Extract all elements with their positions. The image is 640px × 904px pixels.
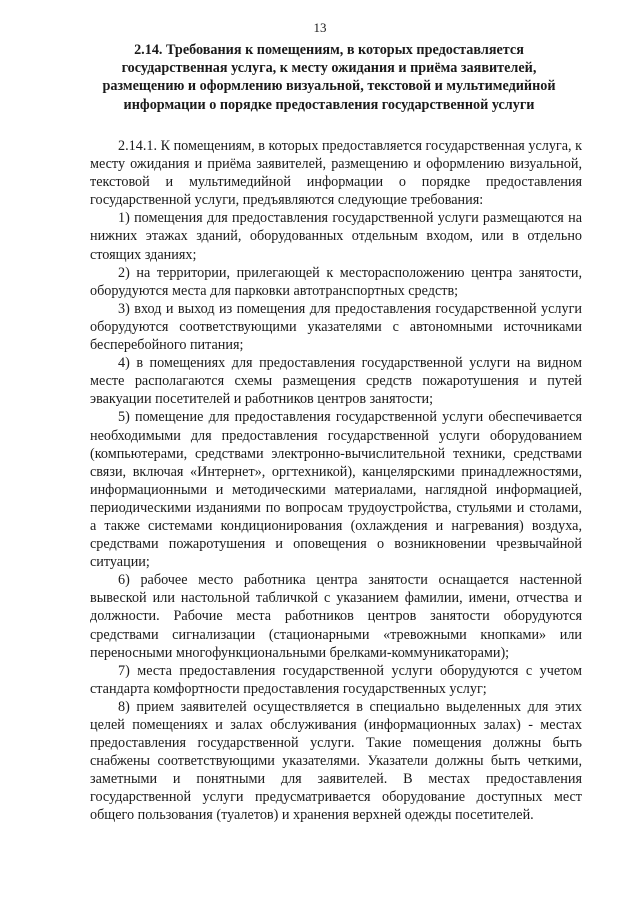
section-heading: 2.14. Требования к помещениям, в которых предоставляется государственная услуга, к месту ожидания и приёма заявителей, размещению и оформлению визуальной, текстовой и мультимедийной информации о порядке предоставления государственной услуги	[102, 42, 556, 113]
paragraph-item-3: 3) вход и выход из помещения для предоставления государственной услуги оборудуются соответствующими указателями с автономными источниками бесперебойного питания;	[90, 300, 582, 354]
paragraph-item-2: 2) на территории, прилегающей к месторасположению центра занятости, оборудуются места для парковки автотранспортных средств;	[90, 264, 582, 299]
paragraph-item-6: 6) рабочее место работника центра занятости оснащается настенной вывеской или настольной табличкой с указанием фамилии, имени, отчества и должности. Рабочие места работников центров занятости оборудуются средствами сигнализации (стационарными «тревожными кнопками» или переносными многофункциональными брелками-коммуникаторами);	[90, 572, 582, 661]
paragraph-item-4: 4) в помещениях для предоставления государственной услуги на видном месте располагаются схемы размещения средств пожаротушения и путей эвакуации посетителей и работников центров занятости;	[90, 355, 582, 408]
paragraph-item-8: 8) прием заявителей осуществляется в специально выделенных для этих целей помещениях и залах обслуживания (информационных залах) - местах предоставления государственной услуги. Такие помещения должны быть снабжены соответствующими указателями. Указатели должны быть четкими, заметными и понятными для заявителей. В местах предоставления государственной услуги предусматривается оборудование доступных мест общего пользования (туалетов) и хранения верхней одежды посетителей.	[90, 698, 582, 824]
paragraph-item-1: 1) помещения для предоставления государственной услуги размещаются на нижних этажах зданий, оборудованных отдельным входом, или в отдельно стоящих зданиях;	[90, 210, 582, 263]
paragraph-intro: 2.14.1. К помещениям, в которых предоставляется государственная услуга, к месту ожидания и приёма заявителей, размещению и оформлению визуальной, текстовой и мультимедийной информации о порядке предоставления государственной услуги, предъявляются следующие требования:	[90, 138, 583, 209]
page-number: 13	[313, 20, 327, 35]
paragraph-item-5: 5) помещение для предоставления государственной услуги обеспечивается необходимыми для предоставления государственной услуги оборудованием (компьютерами, средствами электронно-вычислительной техники, средствами связи, включая «Интернет», оргтехникой), канцелярскими принадлежностями, информационными и методическими материалами, наглядной информацией, периодическими изданиями по вопросам трудоустройства, стульями и столами, а также системами кондиционирования (охлаждения и нагревания) воздуха, средствами пожаротушения и оповещения о возникновении чрезвычайной ситуации;	[90, 409, 582, 571]
paragraph-item-7: 7) места предоставления государственной услуги оборудуются с учетом стандарта комфортности предоставления государственных услуг;	[90, 662, 582, 697]
section-body	[90, 137, 582, 825]
